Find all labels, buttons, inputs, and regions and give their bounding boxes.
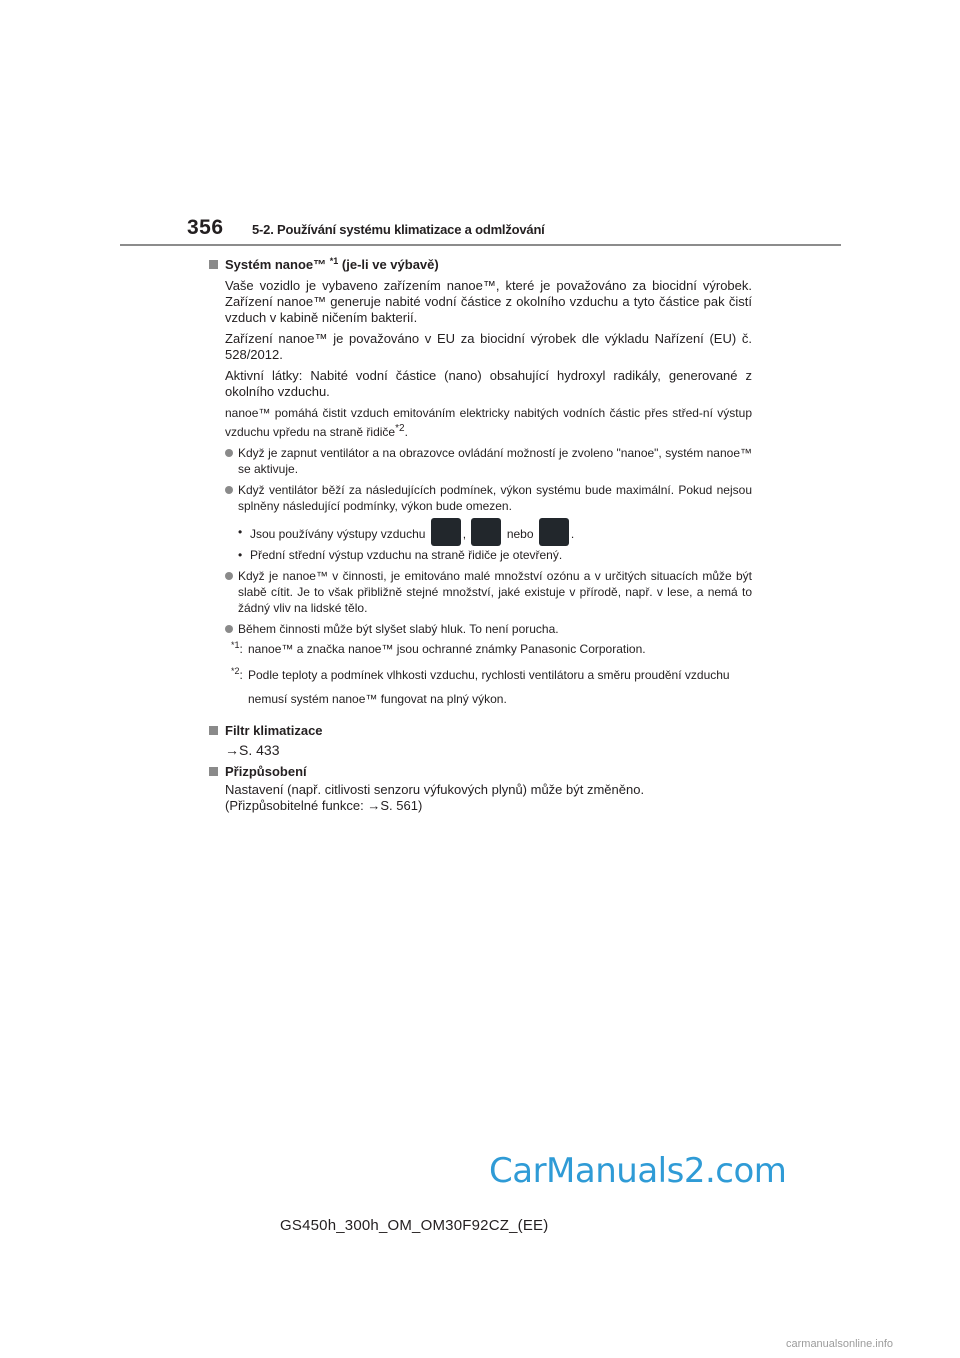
nanoe-paragraph: Aktivní látky: Nabité vodní částice (nano) obsahující hydroxyl radikály, generované z okolního vzduchu. — [225, 368, 752, 399]
round-bullet-icon — [225, 449, 233, 457]
watermark: CarManuals2.com — [489, 1151, 787, 1191]
page-content — [207, 252, 752, 814]
page-number: 356 — [187, 216, 224, 239]
header-rule — [120, 244, 841, 246]
air-vent-icon — [471, 518, 501, 546]
air-vent-icon — [431, 518, 461, 546]
custom-paragraph: Nastavení (např. citlivosti senzoru výfukových plynů) může být změněno. — [225, 782, 645, 797]
custom-paragraph: (Přizpůsobitelné funkce: →S. 561) — [225, 798, 423, 813]
custom-heading: Přizpůsobení — [207, 764, 752, 780]
list-item: Během činnosti může být slyšet slabý hluk. To není porucha. — [207, 621, 752, 637]
arrow-right-icon: → — [367, 798, 381, 813]
square-bullet-icon — [209, 260, 218, 269]
footer-code: GS450h_300h_OM_OM30F92CZ_(EE) — [280, 1217, 549, 1234]
list-item: Když ventilátor běží za následujících podmínek, výkon systému bude maximální. Pokud nejsou splněny následující podmínky, výkon bude omezen. — [207, 482, 752, 514]
footnote-ref: *1 — [329, 256, 339, 266]
round-bullet-icon — [225, 625, 233, 633]
site-watermark: carmanualsonline.info — [786, 1338, 894, 1350]
filter-heading: Filtr klimatizace — [207, 723, 752, 739]
round-bullet-icon — [225, 486, 233, 494]
page-reference[interactable]: →S. 433 — [225, 742, 280, 758]
air-vent-icon — [539, 518, 569, 546]
section-title: 5-2. Používání systému klimatizace a odmlžování — [252, 222, 545, 237]
list-item: Když je nanoe™ v činnosti, je emitováno malé množství ozónu a v určitých situacích může být slabě cítit. Je to však přibližně stejné množství, jaké existuje v přírodě, např. v lese, a nemá to žádný vliv na lidské tělo. — [207, 568, 752, 616]
sub-list-item: • Přední střední výstup vzduchu na straně řidiče je otevřený. — [238, 548, 563, 562]
footnote: $^{*2}$: Podle teploty a podmínek vlhkosti vzduchu, rychlosti ventilátoru a směru proudění vzduchu nemusí systém nanoe™ fungovat na plný výkon. — [231, 666, 730, 706]
nanoe-heading: Systém nanoe™ $^{*1}$ (je-li ve výbavě) — [207, 257, 752, 273]
square-bullet-icon — [209, 767, 218, 776]
footnote-ref: *2 — [395, 423, 405, 434]
nanoe-paragraph: nanoe™ pomáhá čistit vzduch emitováním elektricky nabitých vodních částic přes střed-ní výstup vzduchu vpředu na straně řidiče$^{*2}$. — [225, 406, 752, 439]
square-bullet-icon — [209, 726, 218, 735]
nanoe-paragraph: Vaše vozidlo je vybaveno zařízením nanoe™, které je považováno za biocidní výrobek. Zařízení nanoe™ generuje nabité vodní částice z okolního vzduchu a tyto částice pak čistí vzduch v kabině ničením bakterií. — [225, 278, 752, 325]
nanoe-paragraph: Zařízení nanoe™ je považováno v EU za biocidní výrobek dle výkladu Nařízení (EU) č. 528/2012. — [225, 331, 752, 362]
arrow-right-icon: → — [225, 742, 239, 758]
footnote: $^{*1}$: nanoe™ a značka nanoe™ jsou ochranné známky Panasonic Corporation. — [231, 640, 646, 656]
sub-list-item: • Jsou používány výstupy vzduchu , nebo . — [207, 524, 752, 546]
round-bullet-icon — [225, 572, 233, 580]
list-item: Když je zapnut ventilátor a na obrazovce ovládání možností je zvoleno "nanoe", systém nanoe™ se aktivuje. — [207, 445, 752, 477]
